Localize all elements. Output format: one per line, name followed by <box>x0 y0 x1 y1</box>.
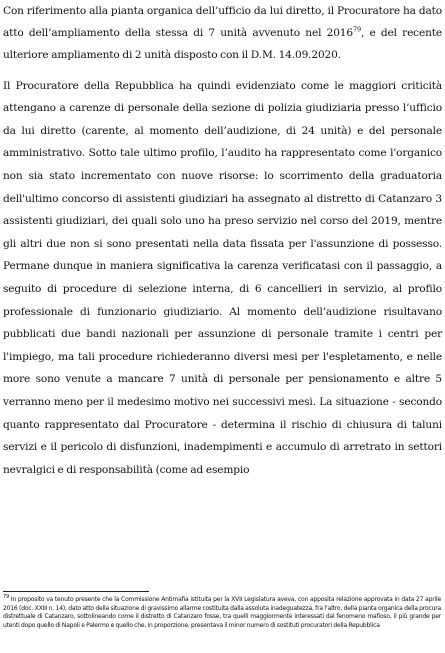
footnote-text: In proposito va tenuto presente che la Commissione Antimafia istituita per la XVII Legislatura aveva, con apposita relazione approvata in data 27 aprile 2016 (doc. XXIII n. 14), dato atto della situazione di gravissimo allarme costituita dalla assoluta inadeguatezza, fra l’altro, della pianta organica della procura distrettuale di Catanzaro, sottolineando come il distretto di Catanzaro fosse, tra quelli maggiormente interessati dal fenomeno mafioso, il più grande per utenti dopo quello di Napoli e Palermo e quello che, in proporzione, presentava il minor numero di sostituti procuratori della Repubblica <box>3 596 441 630</box>
footnote-separator <box>3 591 149 592</box>
footnote <box>3 596 441 631</box>
paragraph-1-text-start: Con riferimento alla pianta organica dell’ufficio da lui diretto, il Procuratore ha dato atto dell’ampliamento della stessa di 7 unità avvenuto nel 2016 <box>3 5 442 40</box>
footnote-number: 79 <box>3 594 10 600</box>
body-paragraph-1 <box>3 0 442 67</box>
footnote-reference[interactable]: 79 <box>352 25 361 34</box>
body-paragraph-2: Il Procuratore della Repubblica ha quindi evidenziato come le maggiori criticità attengano a carenze di personale della sezione di polizia giudiziaria presso l’ufficio da lui diretto (carente, al momento dell’audizione, di 24 unità) e del personale amministrativo. Sotto tale ultimo profilo, l’audito ha rappresentato come l'organico non sia stato incrementato con nuove risorse: lo scorrimento della graduatoria dell'ultimo concorso di assistenti giudiziari ha assegnato al distretto di Catanzaro 3 assistenti giudiziari, dei quali solo uno ha preso servizio nel corso del 2019, mentre gli altri due non si sono presentati nella data fissata per l'assunzione di possesso. Permane dunque in maniera significativa la carenza verificatasi con il passaggio, a seguito di procedure di selezione interna, di 6 cancellieri in servizio, al profilo professionale di funzionario giudiziario. Al momento dell’audizione risultavano pubblicati due bandi nazionali per assunzione di personale tramite i centri per l'impiego, ma tali procedure richiederanno diversi mesi per l'espletamento, e nelle more sono venute a mancare 7 unità di personale per pensionamento e altre 5 verranno meno per il medesimo motivo nei successivi mesi. La situazione - secondo quanto rappresentato dal Procuratore - determina il rischio di chiusura di taluni servizi e il pericolo di disfunzioni, inadempimenti e accumulo di arretrato in settori nevralgici e di responsabilità (come ad esempio <box>3 79 442 476</box>
paragraph-1-text-end: , e del recente ulteriore ampliamento di 2 unità disposto con il D.M. 14.09.2020. <box>3 27 442 62</box>
